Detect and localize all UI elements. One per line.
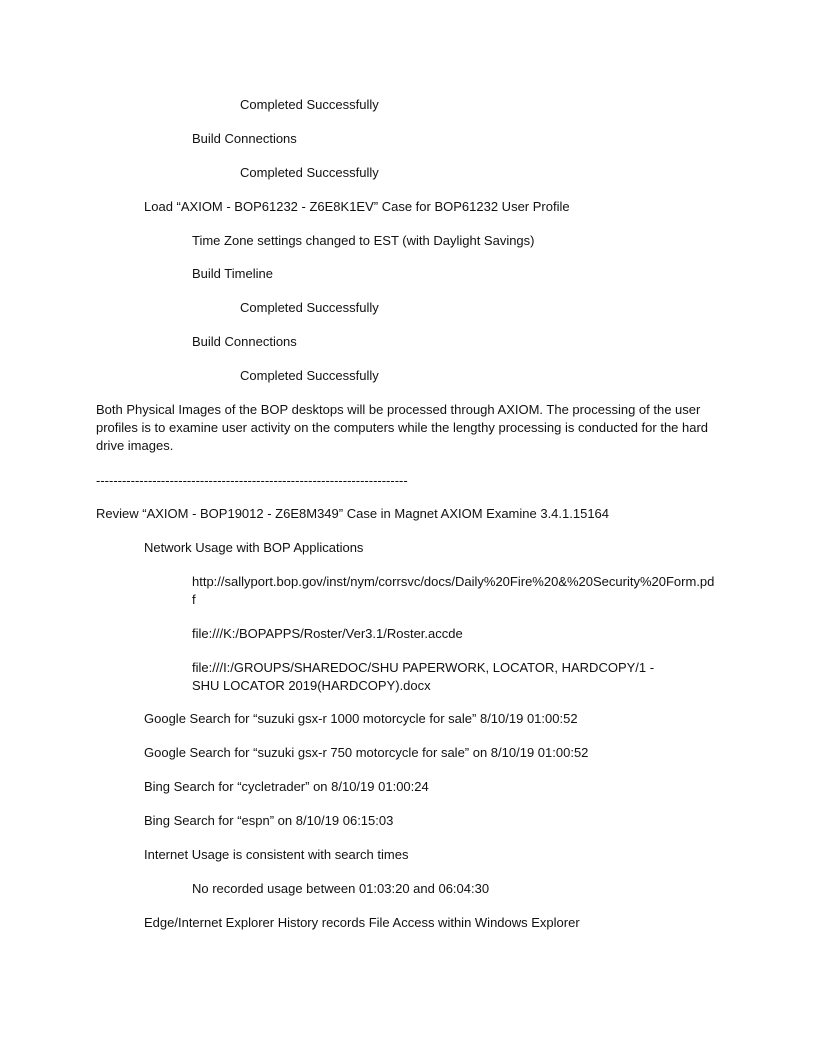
step-line: Build Timeline <box>192 266 273 281</box>
review-heading: Review “AXIOM - BOP19012 - Z6E8M349” Case in Magnet AXIOM Examine 3.4.1.15164 <box>96 506 610 521</box>
section-line: Network Usage with BOP Applications <box>144 540 364 555</box>
status-line: Completed Successfully <box>240 97 379 112</box>
status-line: Completed Successfully <box>240 165 379 180</box>
status-line: Completed Successfully <box>240 368 379 383</box>
section-line: Internet Usage is consistent with search times <box>144 847 409 862</box>
step-line: Build Connections <box>192 131 297 146</box>
separator-line: ------------------------------------------------------------------------ <box>96 473 408 488</box>
detail-line: No recorded usage between 01:03:20 and 06:04:30 <box>192 881 490 896</box>
status-line: Completed Successfully <box>240 300 379 315</box>
search-entry: Google Search for “suzuki gsx-r 750 motorcycle for sale” on 8/10/19 01:00:52 <box>144 745 589 760</box>
task-line: Load “AXIOM - BOP61232 - Z6E8K1EV” Case for BOP61232 User Profile <box>144 199 570 214</box>
search-entry: Google Search for “suzuki gsx-r 1000 motorcycle for sale” 8/10/19 01:00:52 <box>144 711 578 726</box>
url-entry: file:///I:/GROUPS/SHAREDOC/SHU PAPERWORK, LOCATOR, HARDCOPY/1 - SHU LOCATOR 2019(HARDCOPY).docx <box>192 660 655 693</box>
summary-paragraph: Both Physical Images of the BOP desktops will be processed through AXIOM. The processing of the user profiles is to examine user activity on the computers while the lengthy processing is conducted for the hard drive images. <box>96 402 709 453</box>
step-line: Time Zone settings changed to EST (with Daylight Savings) <box>192 233 535 248</box>
search-entry: Bing Search for “espn” on 8/10/19 06:15:03 <box>144 813 394 828</box>
search-entry: Bing Search for “cycletrader” on 8/10/19 01:00:24 <box>144 779 429 794</box>
step-line: Build Connections <box>192 334 297 349</box>
section-line: Edge/Internet Explorer History records File Access within Windows Explorer <box>144 915 580 930</box>
url-entry: http://sallyport.bop.gov/inst/nym/corrsvc/docs/Daily%20Fire%20&%20Security%20Form.pdf <box>192 574 715 607</box>
url-entry: file:///K:/BOPAPPS/Roster/Ver3.1/Roster.accde <box>192 626 463 641</box>
